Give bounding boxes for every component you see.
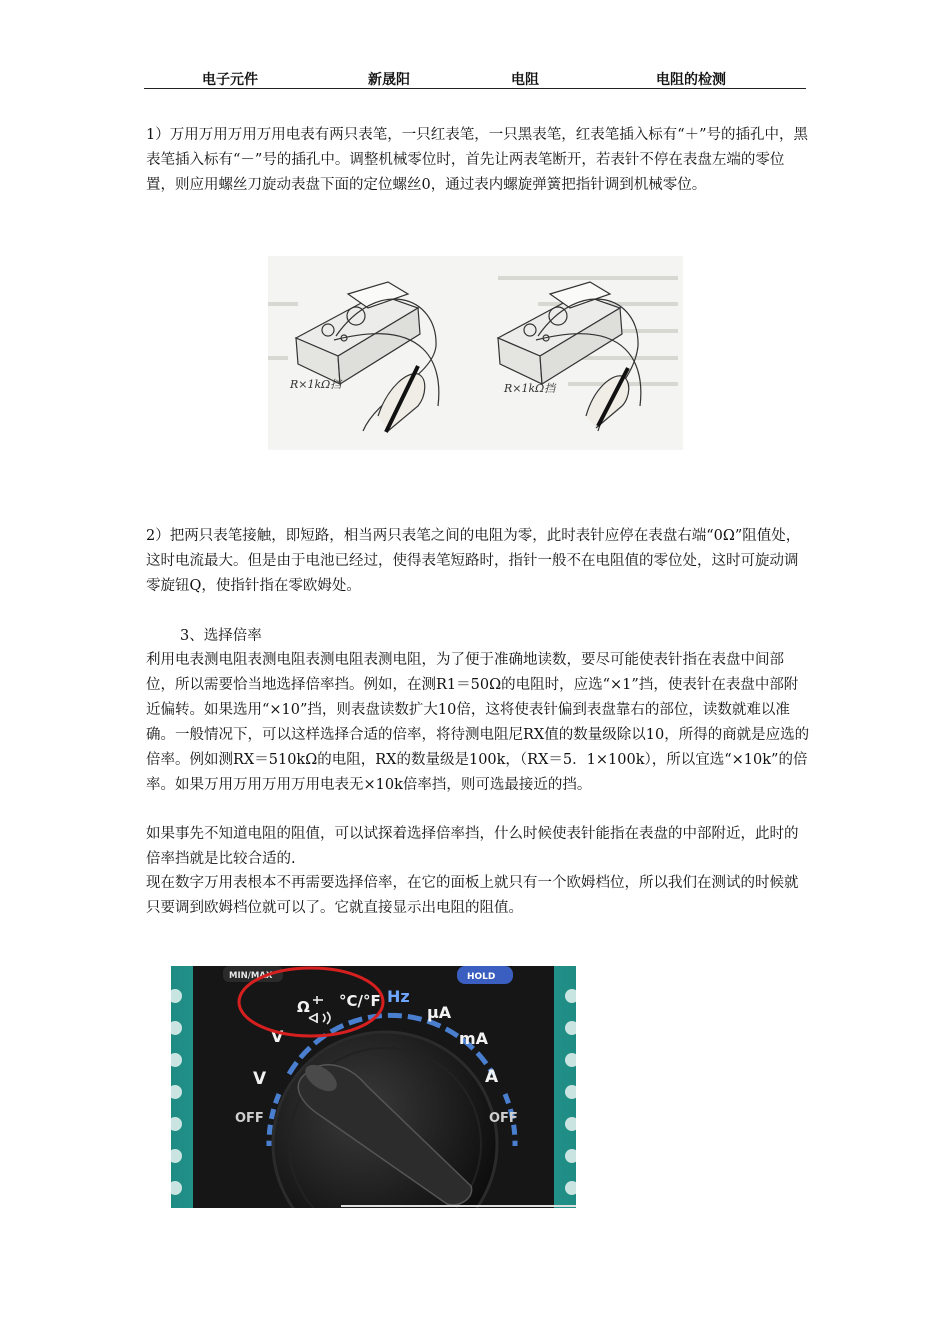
- section3-paragraph-1: 利用电表测电阻表测电阻表测电阻表测电阻，为了便于准确地读数，要尽可能使表针指在表盘中间部位，所以需要恰当地选择倍率挡。例如，在测R1＝50Ω的电阻时，应选“×1”挡，使表针在表盘中部附近偏转。如果选用“×10”挡，则表盘读数扩大10倍，这将使表针偏到表盘靠右的部位，读数就难以准确。一般情况下，可以这样选择合适的倍率，将待测电阻尼RX值的数量级除以10，所得的商就是应选的倍率。例如测RX＝510kΩ的电阻，RX的数量级是100k，（RX＝5．1×100k），所以宜选“×10k”的倍率。如果万用万用万用万用电表无×10k倍率挡，则可选最接近的挡。: [146, 652, 810, 793]
- header-company: 新晟阳: [368, 72, 410, 88]
- temperature-label: °C/°F: [339, 992, 381, 1010]
- ohm-label: Ω: [297, 998, 310, 1016]
- section1-paragraph: 1）万用万用万用万用电表有两只表笔，一只红表笔，一只黑表笔，红表笔插入标有“＋”号的插孔中，黑表笔插入标有“－”号的插孔中。调整机械零位时，首先让两表笔断开，若表针不停在表盘左端的零位置，则应用螺丝刀旋动表盘下面的定位螺丝0，通过表内螺旋弹簧把指针调到机械零位。: [146, 127, 809, 193]
- page-header: [144, 68, 806, 89]
- analog-meter-figure: [268, 256, 683, 450]
- section3-heading: 3、选择倍率: [180, 628, 262, 644]
- header-title: 电阻的检测: [656, 72, 726, 88]
- milliamp-label: mA: [459, 1029, 489, 1048]
- left-range-label: R×1kΩ挡: [290, 378, 342, 391]
- header-category: 电子元件: [202, 72, 258, 88]
- header-topic: 电阻: [511, 72, 539, 88]
- off-left-label: OFF: [235, 1111, 264, 1126]
- millivolt-label: V: [271, 1027, 284, 1046]
- minmax-button-label: MIN/MAX: [229, 971, 273, 981]
- section3-paragraph-3: 现在数字万用表根本不再需要选择倍率，在它的面板上就只有一个欧姆档位，所以我们在测试的时候就只要调到欧姆档位就可以了。它就直接显示出电阻的阻值。: [146, 875, 799, 916]
- amp-label: A: [485, 1067, 499, 1087]
- microamp-label: μA: [427, 1003, 452, 1022]
- hz-label: Hz: [387, 987, 410, 1006]
- ac-volt-label: V: [253, 1069, 267, 1089]
- digital-multimeter-photo: [171, 966, 576, 1208]
- right-range-label: R×1kΩ挡: [504, 382, 556, 395]
- section2-paragraph: 2）把两只表笔接触，即短路，相当两只表笔之间的电阻为零，此时表针应停在表盘右端“0Ω”阻值处，这时电流最大。但是由于电池已经过，使得表笔短路时，指针一般不在电阻值的零位处，这时可旋动调零旋钮Q，使指针指在零欧姆处。: [146, 528, 801, 594]
- section3-paragraph-2: 如果事先不知道电阻的阻值，可以试探着选择倍率挡，什么时候使表针能指在表盘的中部附近，此时的倍率挡就是比较合适的.: [146, 826, 799, 867]
- hold-button-label: HOLD: [467, 972, 496, 982]
- off-right-label: OFF: [489, 1111, 518, 1126]
